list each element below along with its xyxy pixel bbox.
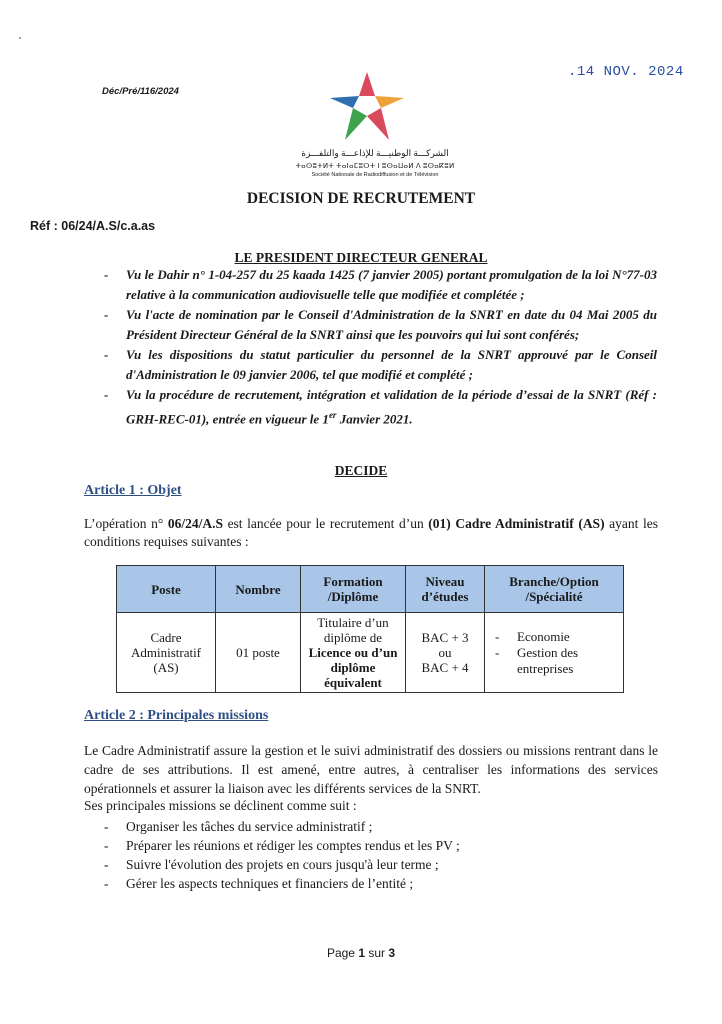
cell-branche [485, 613, 624, 693]
requirements-table [116, 565, 624, 693]
table-header: Branche/Option /Spécialité [485, 566, 624, 613]
article-1-text: L’opération n° 06/24/A.S est lancée pour le recrutement d’un (01) Cadre Administratif (AS) ayant les conditions requises suivantes : [84, 516, 658, 549]
table-header: Niveau d’études [406, 566, 485, 613]
cell-poste: Cadre Administratif (AS) [117, 613, 216, 693]
table-row [117, 613, 624, 693]
table-header: Poste [117, 566, 216, 613]
cell-formation: Titulaire d’un diplôme de Licence ou d’un diplôme équivalent [301, 613, 406, 693]
vu-item: - Vu le Dahir n° 1-04-257 du 25 kaada 1425 (7 janvier 2005) portant promulgation de la loi N°77-03 relative à la communication audiovisuelle telle que modifiée et complétée ; [104, 265, 657, 305]
decision-ref-code: Déc/Pré/116/2024 [102, 86, 179, 97]
logo-star-left [330, 96, 359, 108]
vu-list [104, 265, 657, 429]
table-header: Nombre [216, 566, 301, 613]
document-reference: Réf : 06/24/A.S/c.a.as [30, 219, 156, 233]
list-item: - Gestion des entreprises [495, 645, 619, 677]
table-header-row [117, 566, 624, 613]
decide-heading: DECIDE [334, 463, 388, 478]
vu-item: - Vu les dispositions du statut particulier du personnel de la SNRT approuvé par le Conseil d'Administration le 09 janvier 2006, tel que modifié et complété ; [104, 345, 657, 385]
list-item: - Economie [495, 629, 619, 645]
list-item: - Gérer les aspects techniques et financiers de l’entité ; [104, 874, 654, 893]
logo-star-bottom-left [345, 108, 367, 140]
table-header: Formation /Diplôme [301, 566, 406, 613]
page-number: Page 1 sur 3 [326, 946, 396, 960]
missions-list [104, 817, 654, 893]
missions-intro: Ses principales missions se déclinent comme suit : [84, 798, 357, 813]
snrt-star-logo [328, 70, 406, 142]
date-stamp: .14 NOV. 2024 [568, 64, 684, 80]
list-item: - Préparer les réunions et rédiger les comptes rendus et les PV ; [104, 836, 654, 855]
article-1-title: Article 1 : Objet [84, 483, 182, 498]
list-item: - Organiser les tâches du service administratif ; [104, 817, 654, 836]
logo-star-bottom-right [367, 108, 389, 140]
article-2-intro: Le Cadre Administratif assure la gestion et le suivi administratif des dossiers ou missions rentrant dans le cadre de ses attributions. Il est amené, entre autres, à centraliser les informations des services opérationnels et assurer la liaison avec les différents services de la SNRT. [84, 743, 658, 796]
org-name-french: Société Nationale de Radiodiffusion et de Télévision [311, 172, 439, 178]
logo-star-right [375, 96, 404, 108]
document-title: DECISION DE RECRUTEMENT [246, 190, 476, 207]
list-item: - Suivre l'évolution des projets en cours jusqu'à leur terme ; [104, 855, 654, 874]
authority-heading: LE PRESIDENT DIRECTEUR GENERAL [234, 250, 488, 265]
cell-niveau: BAC + 3 ou BAC + 4 [406, 613, 485, 693]
article-2-title: Article 2 : Principales missions [84, 708, 269, 723]
scan-speck [18, 36, 24, 40]
org-name-tifinagh: ⵜⴰⵙⵓⵜⵍⵜ ⵜⴰⵏⴰⵎⵓⵔⵜ ⵏ ⵓⵙⴰⵡⴰⵍ ⴷ ⵓⵙⴰⴽⵓⵍ [295, 162, 455, 170]
org-name-arabic: الشركـــة الوطنيـــة للإذاعـــة والتلفـــزة [301, 148, 449, 158]
logo-star-top [359, 72, 375, 96]
vu-item: - Vu l'acte de nomination par le Conseil d'Administration de la SNRT en date du 04 Mai 2005 du Président Directeur Général de la SNRT ainsi que les pouvoirs qui lui sont conférés; [104, 305, 657, 345]
vu-item: - Vu la procédure de recrutement, intégration et validation de la période d’essai de la SNRT (Réf : GRH-REC-01), entrée en vigueur le 1er Janvier 2021. [104, 385, 657, 429]
cell-nombre: 01 poste [216, 613, 301, 693]
